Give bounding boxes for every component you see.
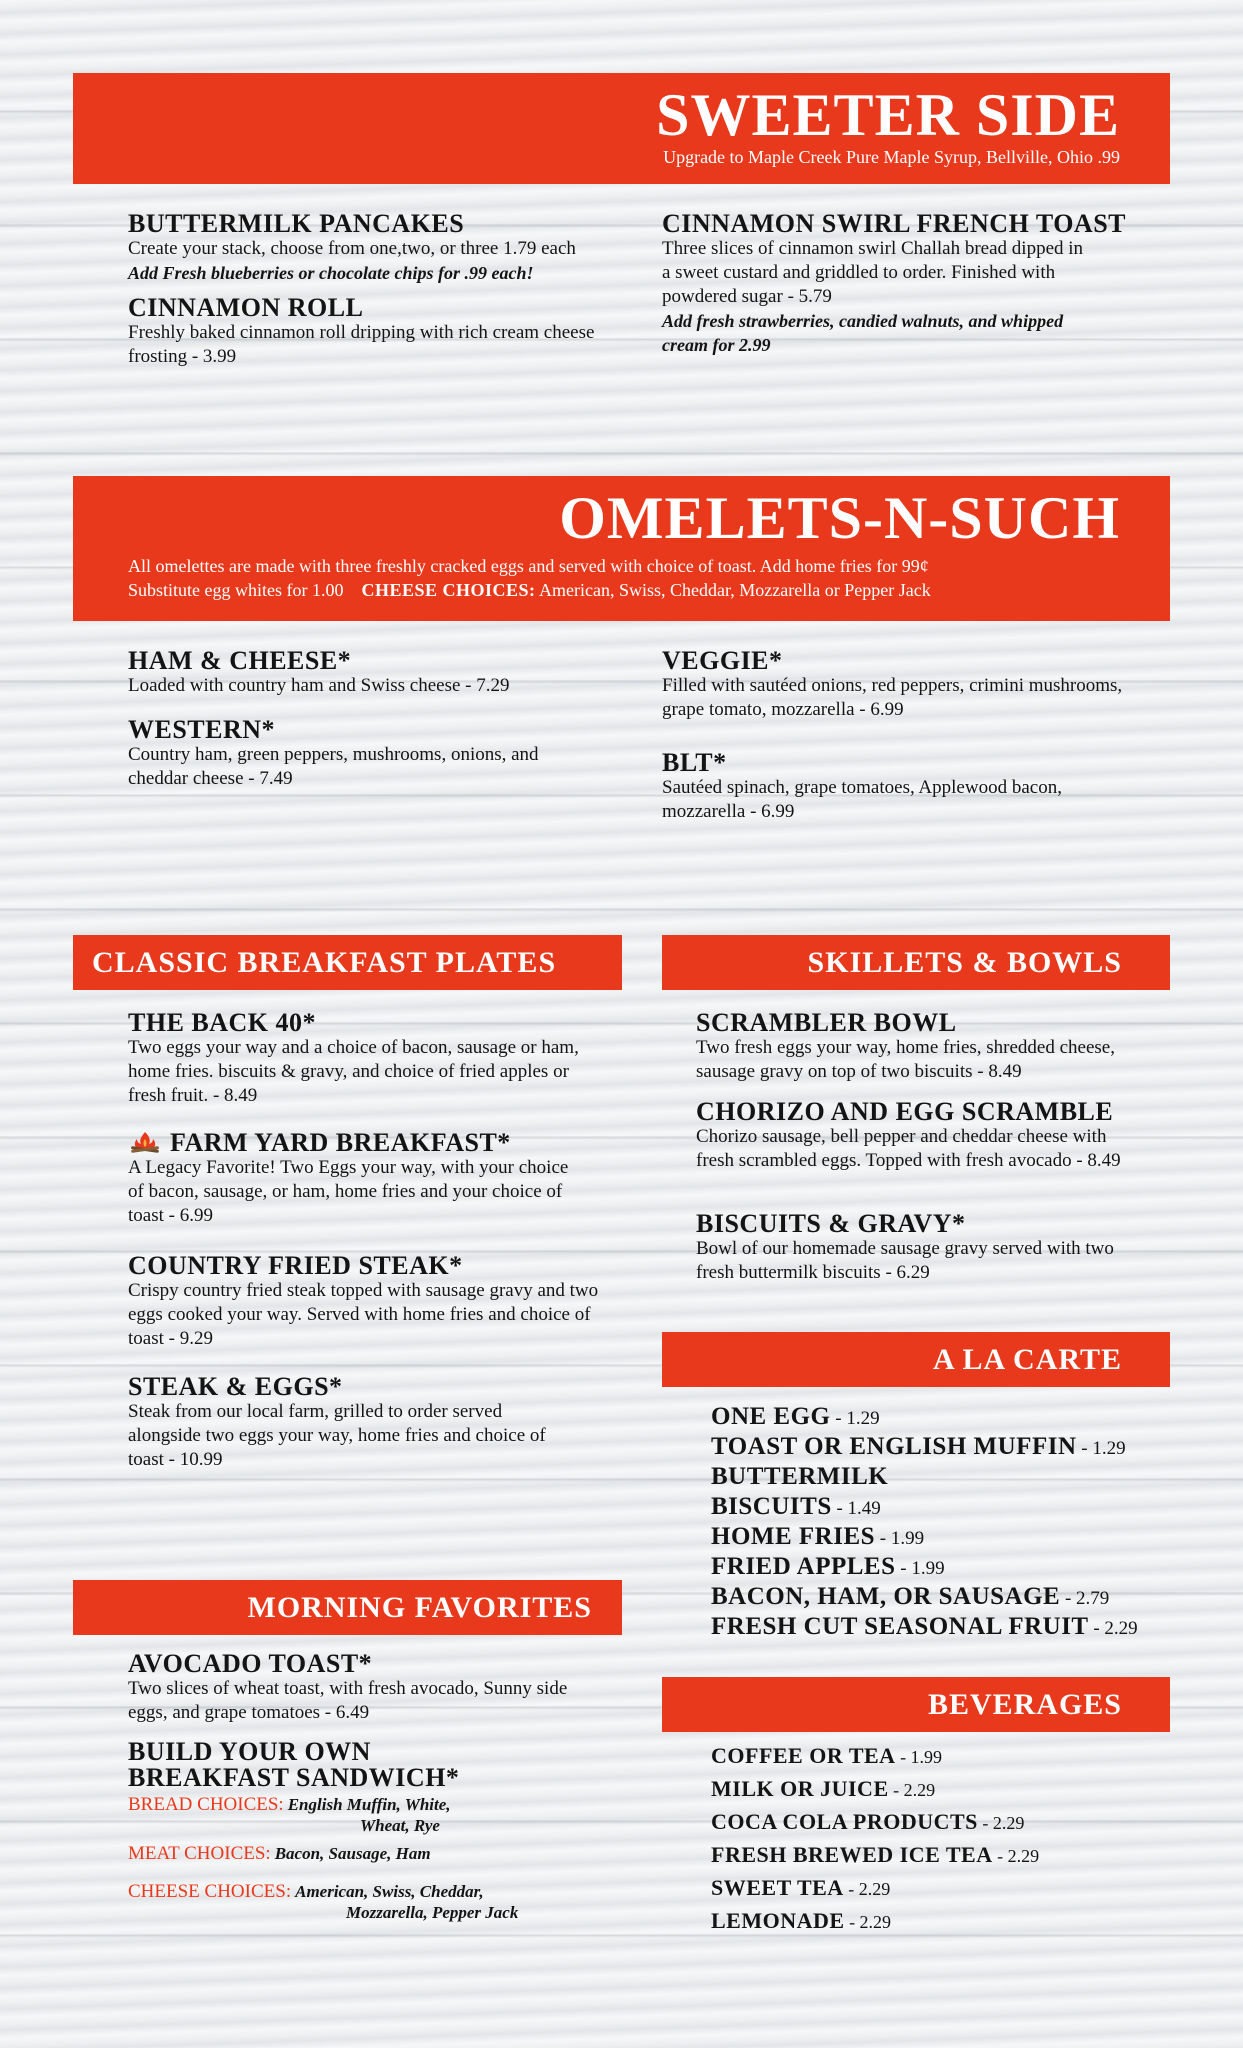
omelets-banner <box>73 476 1170 621</box>
item-name: AVOCADO TOAST* <box>128 1649 373 1678</box>
cheese-choices-label: CHEESE CHOICES: <box>128 1881 292 1902</box>
meat-choices <box>128 1844 608 1865</box>
list-item-name: FRESH CUT SEASONAL FRUIT <box>711 1613 1089 1640</box>
item-name <box>128 1130 598 1156</box>
a-la-carte-banner <box>662 1332 1170 1387</box>
menu-item-biscuits-gravy <box>696 1211 1146 1285</box>
a-la-carte-list <box>711 1403 1171 1643</box>
list-item <box>711 1433 1171 1463</box>
menu-item-farm-yard-breakfast <box>128 1130 598 1228</box>
sweeter-side-subtitle: Upgrade to Maple Creek Pure Maple Syrup, Bellville, Ohio .99 <box>663 147 1120 167</box>
list-item-price: - 2.29 <box>1088 1618 1138 1639</box>
list-item-name: BISCUITS <box>711 1493 832 1520</box>
classic-plates-banner <box>73 935 622 990</box>
classic-plates-title: CLASSIC BREAKFAST PLATES <box>92 946 557 979</box>
list-item-name: BUTTERMILK <box>711 1463 889 1490</box>
list-item-price: - 2.29 <box>977 1813 1025 1833</box>
cheese-choices-values: American, Swiss, Cheddar, Mozzarella or Pepper Jack <box>539 580 931 600</box>
menu-item-steak-eggs <box>128 1374 608 1472</box>
list-item <box>711 1740 1171 1773</box>
omelets-line1: All omelettes are made with three freshly cracked eggs and served with choice of toast. Add home fries for 99¢ <box>128 556 929 576</box>
item-description: Two slices of wheat toast, with fresh avocado, Sunny side eggs, and grape tomatoes - 6.49 <box>128 1678 568 1723</box>
item-description: Freshly baked cinnamon roll dripping with rich cream cheese frosting - 3.99 <box>128 322 595 367</box>
item-name: CHORIZO AND EGG SCRAMBLE <box>696 1097 1114 1126</box>
list-item-name: SWEET TEA <box>711 1875 844 1900</box>
menu-item-blt <box>662 750 1142 824</box>
list-item <box>711 1905 1171 1938</box>
item-addon: Add fresh strawberries, candied walnuts, and whipped cream for 2.99 <box>662 311 1064 355</box>
meat-choices-values: Bacon, Sausage, Ham <box>274 1844 431 1863</box>
list-item-name: BACON, HAM, OR SAUSAGE <box>711 1583 1061 1610</box>
bread-choices-values-cont: Wheat, Rye <box>360 1816 440 1835</box>
bread-choices-values: English Muffin, White, <box>287 1795 451 1814</box>
cheese-choices-values-cont: Mozzarella, Pepper Jack <box>346 1903 519 1922</box>
list-item <box>711 1493 1171 1523</box>
list-item-name: COFFEE OR TEA <box>711 1743 896 1768</box>
menu-item-veggie <box>662 648 1142 722</box>
menu-item-build-your-own-sandwich <box>128 1739 608 1791</box>
menu-item-western <box>128 717 588 791</box>
item-name-line2: BREAKFAST SANDWICH* <box>128 1763 460 1792</box>
sandwich-cheese-choices <box>128 1882 608 1923</box>
item-name: WESTERN* <box>128 715 276 744</box>
cheese-choices-label: CHEESE CHOICES: <box>361 580 536 600</box>
item-name: VEGGIE* <box>662 646 783 675</box>
menu-item-scrambler-bowl <box>696 1010 1146 1084</box>
item-name: SCRAMBLER BOWL <box>696 1008 957 1037</box>
item-name: CINNAMON ROLL <box>128 293 364 322</box>
morning-favorites-title: MORNING FAVORITES <box>247 1591 592 1624</box>
list-item-price: - 1.49 <box>831 1498 881 1519</box>
bread-choices <box>128 1795 608 1836</box>
menu-item-country-fried-steak <box>128 1253 608 1351</box>
item-name-line1: BUILD YOUR OWN <box>128 1737 371 1766</box>
list-item-price: - 2.29 <box>992 1846 1040 1866</box>
menu-item-back-40 <box>128 1010 598 1108</box>
item-description: Crispy country fried steak topped with sausage gravy and two eggs cooked your way. Served with home fries and choice of toast - 9.29 <box>128 1280 599 1349</box>
list-item-name: LEMONADE <box>711 1908 845 1933</box>
list-item-name: FRESH BREWED ICE TEA <box>711 1842 993 1867</box>
list-item-name: HOME FRIES <box>711 1523 876 1550</box>
omelets-line2 <box>128 580 931 601</box>
omelets-title: OMELETS-N-SUCH <box>559 485 1120 551</box>
list-item-name: MILK OR JUICE <box>711 1776 889 1801</box>
list-item <box>711 1523 1171 1553</box>
item-name: HAM & CHEESE* <box>128 646 352 675</box>
list-item-price: - 1.99 <box>875 1528 925 1549</box>
item-addon: Add Fresh blueberries or chocolate chips for .99 each! <box>128 263 534 283</box>
list-item-name: FRIED APPLES <box>711 1553 896 1580</box>
item-name: COUNTRY FRIED STEAK* <box>128 1251 463 1280</box>
list-item <box>711 1839 1171 1872</box>
menu-item-avocado-toast <box>128 1651 598 1725</box>
a-la-carte-title: A LA CARTE <box>933 1343 1122 1376</box>
menu-item-chorizo-egg-scramble <box>696 1099 1156 1173</box>
meat-choices-label: MEAT CHOICES: <box>128 1843 271 1864</box>
item-description: Create your stack, choose from one,two, or three 1.79 each <box>128 238 576 259</box>
beverages-banner <box>662 1677 1170 1732</box>
list-item-price: - 1.29 <box>1076 1438 1126 1459</box>
skillets-title: SKILLETS & BOWLS <box>807 946 1122 979</box>
item-description: Loaded with country ham and Swiss cheese - 7.29 <box>128 675 510 696</box>
list-item-price: - 2.79 <box>1060 1588 1110 1609</box>
list-item-price: - 2.29 <box>843 1879 891 1899</box>
list-item <box>711 1583 1171 1613</box>
item-name: BISCUITS & GRAVY* <box>696 1209 966 1238</box>
beverages-list <box>711 1740 1171 1938</box>
list-item-price: - 1.29 <box>830 1408 880 1429</box>
item-description: Bowl of our homemade sausage gravy served with two fresh buttermilk biscuits - 6.29 <box>696 1238 1114 1283</box>
list-item-name: COCA COLA PRODUCTS <box>711 1809 978 1834</box>
item-name-text: FARM YARD BREAKFAST* <box>170 1128 511 1157</box>
item-name: THE BACK 40* <box>128 1008 317 1037</box>
item-description: Two fresh eggs your way, home fries, shredded cheese, sausage gravy on top of two biscuits - 8.49 <box>696 1037 1115 1082</box>
item-description: Country ham, green peppers, mushrooms, onions, and cheddar cheese - 7.49 <box>128 744 539 789</box>
list-item <box>711 1806 1171 1839</box>
cheese-choices-values: American, Swiss, Cheddar, <box>295 1882 484 1901</box>
item-name: STEAK & EGGS* <box>128 1372 343 1401</box>
skillets-banner <box>662 935 1170 990</box>
list-item <box>711 1403 1171 1433</box>
menu-item-cinnamon-roll <box>128 295 628 369</box>
item-description: Filled with sautéed onions, red peppers, crimini mushrooms, grape tomato, mozzarella - 6.99 <box>662 675 1123 720</box>
list-item-price: - 2.29 <box>888 1780 936 1800</box>
item-description: Two eggs your way and a choice of bacon, sausage or ham, home fries. biscuits & gravy, and choice of fried apples or fresh fruit. - 8.49 <box>128 1037 579 1106</box>
bread-choices-label: BREAD CHOICES: <box>128 1794 284 1815</box>
list-item <box>711 1553 1171 1583</box>
morning-favorites-banner <box>73 1580 622 1635</box>
item-description: Sautéed spinach, grape tomatoes, Applewood bacon, mozzarella - 6.99 <box>662 777 1062 822</box>
list-item-price: - 1.99 <box>895 1558 945 1579</box>
item-description: A Legacy Favorite! Two Eggs your way, with your choice of bacon, sausage, or ham, home fries and your choice of toast - 6.99 <box>128 1157 569 1226</box>
sweeter-side-banner <box>73 73 1170 184</box>
menu-item-cinnamon-swirl-french-toast <box>662 209 1127 357</box>
campfire-icon <box>128 1131 162 1153</box>
menu-item-ham-cheese <box>128 648 628 698</box>
item-name: BLT* <box>662 748 727 777</box>
list-item-name: ONE EGG <box>711 1403 831 1430</box>
item-description: Chorizo sausage, bell pepper and cheddar cheese with fresh scrambled eggs. Topped with fresh avocado - 8.49 <box>696 1126 1121 1171</box>
list-item <box>711 1872 1171 1905</box>
list-item <box>711 1463 1171 1493</box>
list-item <box>711 1613 1171 1643</box>
list-item <box>711 1773 1171 1806</box>
menu-item-buttermilk-pancakes <box>128 211 648 285</box>
item-name: BUTTERMILK PANCAKES <box>128 209 465 238</box>
list-item-name: TOAST OR ENGLISH MUFFIN <box>711 1433 1077 1460</box>
list-item-price: - 1.99 <box>895 1747 943 1767</box>
egg-white-note: Substitute egg whites for 1.00 <box>128 580 344 600</box>
sweeter-side-title: SWEETER SIDE <box>656 82 1120 148</box>
list-item-price: - 2.29 <box>844 1912 892 1932</box>
item-name: CINNAMON SWIRL FRENCH TOAST <box>662 209 1127 238</box>
item-description: Steak from our local farm, grilled to order served alongside two eggs your way, home fries and choice of toast - 10.99 <box>128 1401 546 1470</box>
beverages-title: BEVERAGES <box>927 1688 1122 1721</box>
item-description: Three slices of cinnamon swirl Challah bread dipped in a sweet custard and griddled to order. Finished with powdered sugar - 5.79 <box>662 238 1084 307</box>
